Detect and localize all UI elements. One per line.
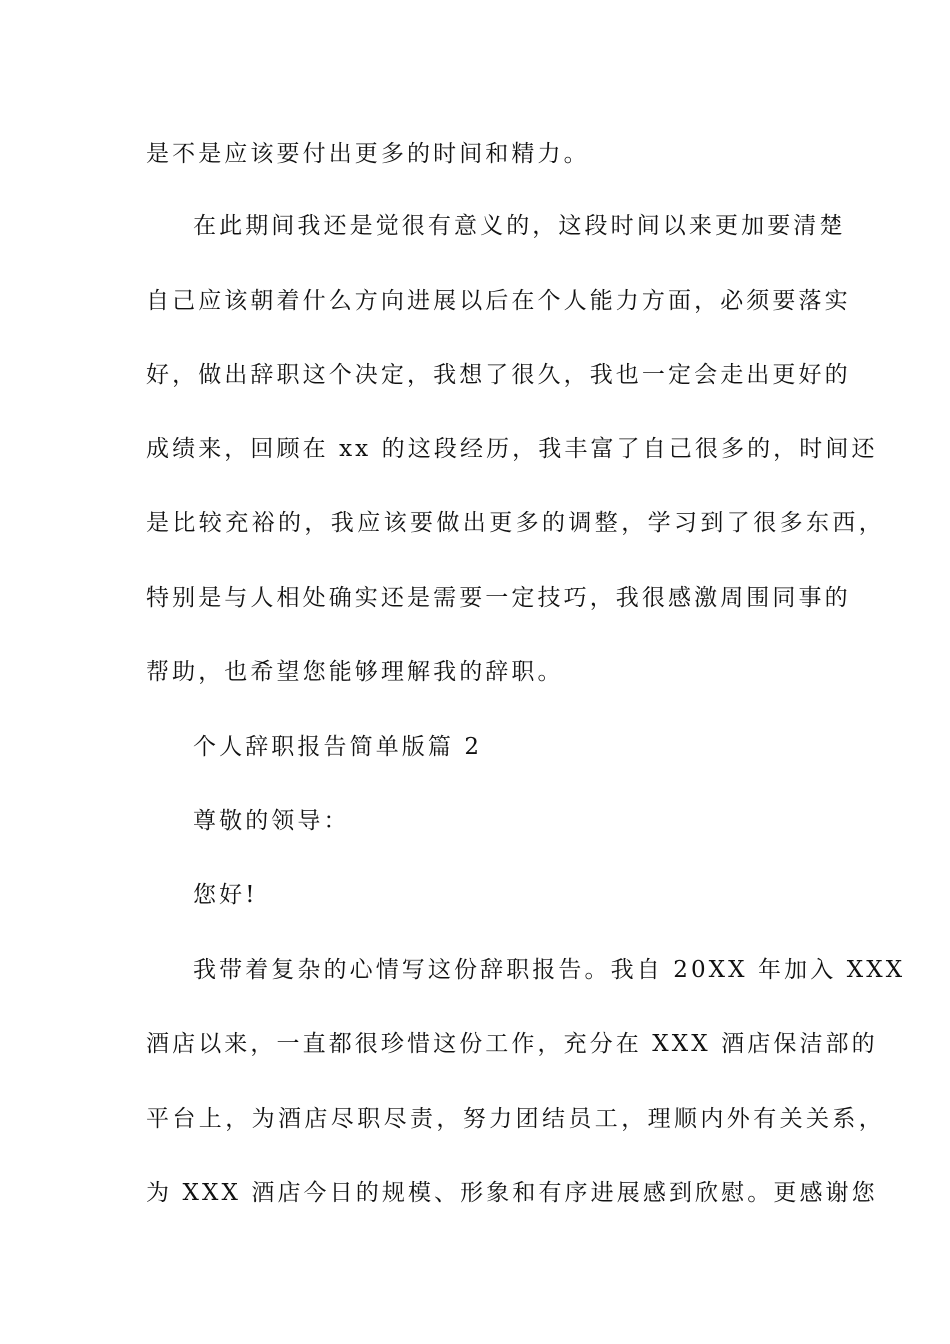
paragraph-line: 好，做出辞职这个决定，我想了很久，我也一定会走出更好的 — [146, 362, 851, 388]
paragraph-line: 酒店以来，一直都很珍惜这份工作，充分在 XXX 酒店保洁部的 — [146, 1031, 878, 1057]
greeting: 您好! — [193, 882, 258, 908]
paragraph-line: 平台上，为酒店尽职尽责，努力团结员工，理顺内外有关关系， — [146, 1106, 886, 1132]
paragraph-line: 特别是与人相处确实还是需要一定技巧，我很感激周围同事的 — [146, 585, 851, 611]
paragraph-line: 是比较充裕的，我应该要做出更多的调整，学习到了很多东西， — [146, 510, 886, 536]
paragraph-line: 为 XXX 酒店今日的规模、形象和有序进展感到欣慰。更感谢您 — [146, 1180, 878, 1206]
paragraph-line: 我带着复杂的心情写这份辞职报告。我自 20XX 年加入 XXX — [193, 957, 906, 983]
paragraph-line: 是不是应该要付出更多的时间和精力。 — [146, 141, 590, 167]
section-heading: 个人辞职报告简单版篇 2 — [193, 734, 483, 760]
salutation: 尊敬的领导： — [193, 808, 350, 834]
paragraph-line: 帮助，也希望您能够理解我的辞职。 — [146, 659, 564, 685]
paragraph-line: 自己应该朝着什么方向进展以后在个人能力方面，必须要落实 — [146, 288, 851, 314]
paragraph-line: 成绩来，回顾在 xx 的这段经历，我丰富了自己很多的，时间还 — [146, 436, 878, 462]
paragraph-line: 在此期间我还是觉很有意义的，这段时间以来更加要清楚 — [193, 213, 846, 239]
